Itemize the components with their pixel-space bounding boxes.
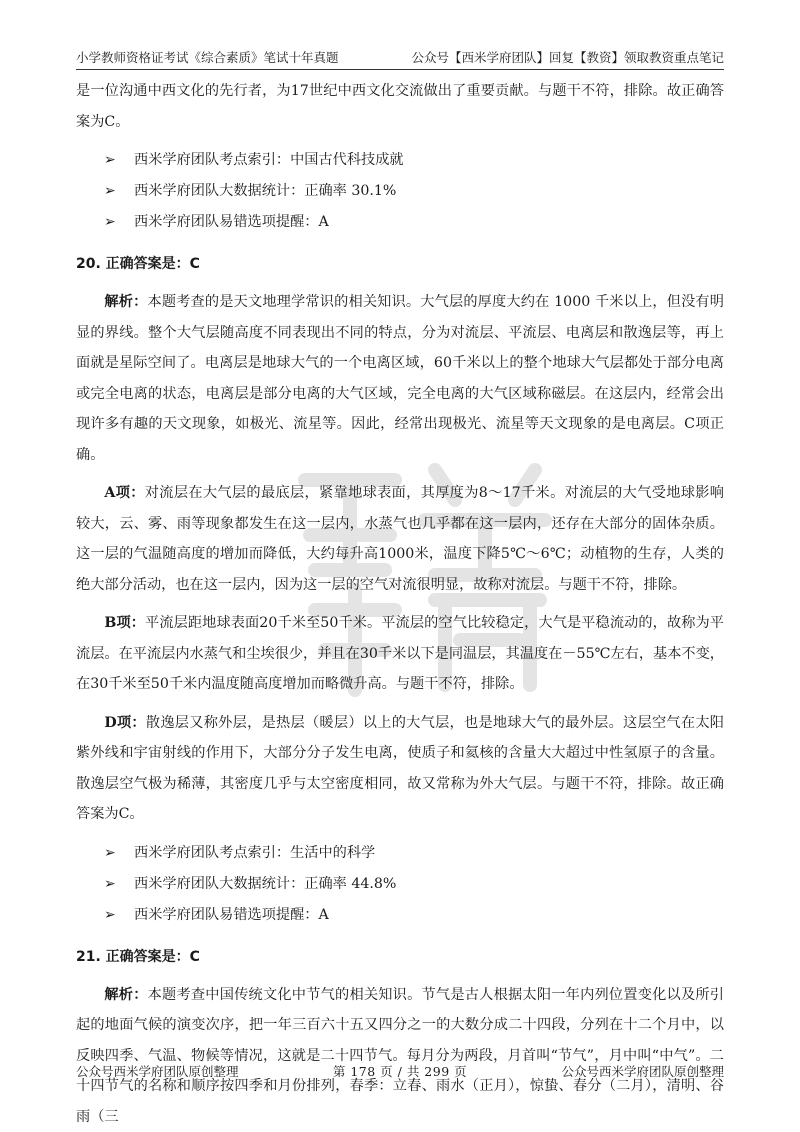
header-right-promo: 公众号【西米学府团队】回复【教资】领取教资重点笔记: [411, 50, 724, 65]
arrow-bullet-icon: ➢: [104, 214, 116, 230]
arrow-bullet-icon: ➢: [104, 183, 116, 199]
arrow-bullet-icon: ➢: [104, 844, 116, 861]
footer-right: 公众号西米学府团队原创整理: [561, 1064, 724, 1079]
q20-option-d: D项：散逸层又称外层，是热层（暖层）以上的大气层，也是地球大气的最外层。这层空气在太阳紫外线和宇宙射线的作用下，大部分分子发生电离，使质子和氦核的含量大大超过中性氢原子的含量。散逸层空气极为稀薄，其密度几乎与太空密度相同，故又常称为外大气层。与题干不符，排除。故正确答案为C。: [76, 714, 724, 822]
q20-option-a: A项：对流层在大气层的最底层，紧靠地球表面，其厚度为8～17千米。对流层的大气受地球影响较大，云、雾、雨等现象都发生在这一层内，水蒸气也几乎都在这一层内，还存在大部分的固体杂质。这一层的气温随高度的增加而降低，大约每升高1000米，温度下降5℃～6℃；动植物的生存，人类的绝大部分活动，也在这一层内，因为这一层的空气对流很明显，故称对流层。与题干不符，排除。: [76, 485, 724, 593]
q20-explanation: 解析：本题考查的是天文地理学常识的相关知识。大气层的厚度大约在 1000 千米以上，但没有明显的界线。整个大气层随高度不同表现出不同的特点，分为对流层、平流层、电离层和散逸层等，再上面就是星际空间了。电离层是地球大气的一个电离区域，60千米以上的整个地球大气层都处于部分电离或完全电离的状态，电离层是部分电离的大气区域，完全电离的大气区域称磁层。在这层内，经常会出现许多有趣的天文现象，如极光、流星等。因此，经常出现极光、流星等天文现象的是电离层。C项正确。: [76, 294, 724, 463]
arrow-bullet-icon: ➢: [104, 875, 116, 892]
bullet-item: ➢ 西米学府团队考点索引：中国古代科技成就: [104, 145, 724, 176]
arrow-bullet-icon: ➢: [104, 906, 116, 923]
bullet-item: ➢ 西米学府团队大数据统计：正确率 30.1%: [104, 176, 724, 207]
paragraph-continuation: 是一位沟通中西文化的先行者，为17世纪中西文化交流做出了重要贡献。与题干不符，排除。故正确答案为C。: [76, 83, 724, 130]
bullet-item: ➢ 西米学府团队易错选项提醒：A: [104, 207, 724, 238]
question-21-title: 21. 正确答案是：C: [76, 948, 200, 965]
bullet-item: ➢ 西米学府团队大数据统计：正确率 44.8%: [104, 869, 724, 900]
bullet-item: ➢ 西米学府团队考点索引：生活中的科学: [104, 838, 724, 869]
q20-option-b: B项：平流层距地球表面20千米至50千米。平流层的空气比较稳定，大气是平稳流动的，故称为平流层。在平流层内水蒸气和尘埃很少，并且在30千米以下是同温层，其温度在－55℃左右，基本不变，在30千米至50千米内温度随高度增加而略微升高。与题干不符，排除。: [76, 615, 724, 692]
q21-explanation: 解析：本题考查中国传统文化中节气的相关知识。节气是古人根据太阳一年内列位置变化以及所引起的地面气候的演变次序，把一年三百六十五又四分之一的大数分成二十四段，分列在十二个月中，以反映四季、气温、物候等情况，这就是二十四节气。每月分为两段，月首叫“节气”，月中叫“中气”。二十四节气的名称和顺序按四季和月份排列，春季：立春、雨水（正月），惊蛰、春分（二月），清明、谷雨（三: [76, 986, 724, 1125]
arrow-bullet-icon: ➢: [104, 152, 116, 168]
bullet-item: ➢ 西米学府团队易错选项提醒：A: [104, 900, 724, 931]
footer-left: 公众号西米学府团队原创整理: [76, 1064, 239, 1079]
page-content: [76, 76, 724, 1132]
question-20-title: 20. 正确答案是：C: [76, 256, 200, 272]
header-left-title: 小学教师资格证考试《综合素质》笔试十年真题: [76, 50, 339, 65]
page-header: [76, 40, 724, 70]
page-number: 第 178 页 / 共 299 页: [332, 1064, 468, 1079]
page-footer: [76, 1062, 724, 1080]
